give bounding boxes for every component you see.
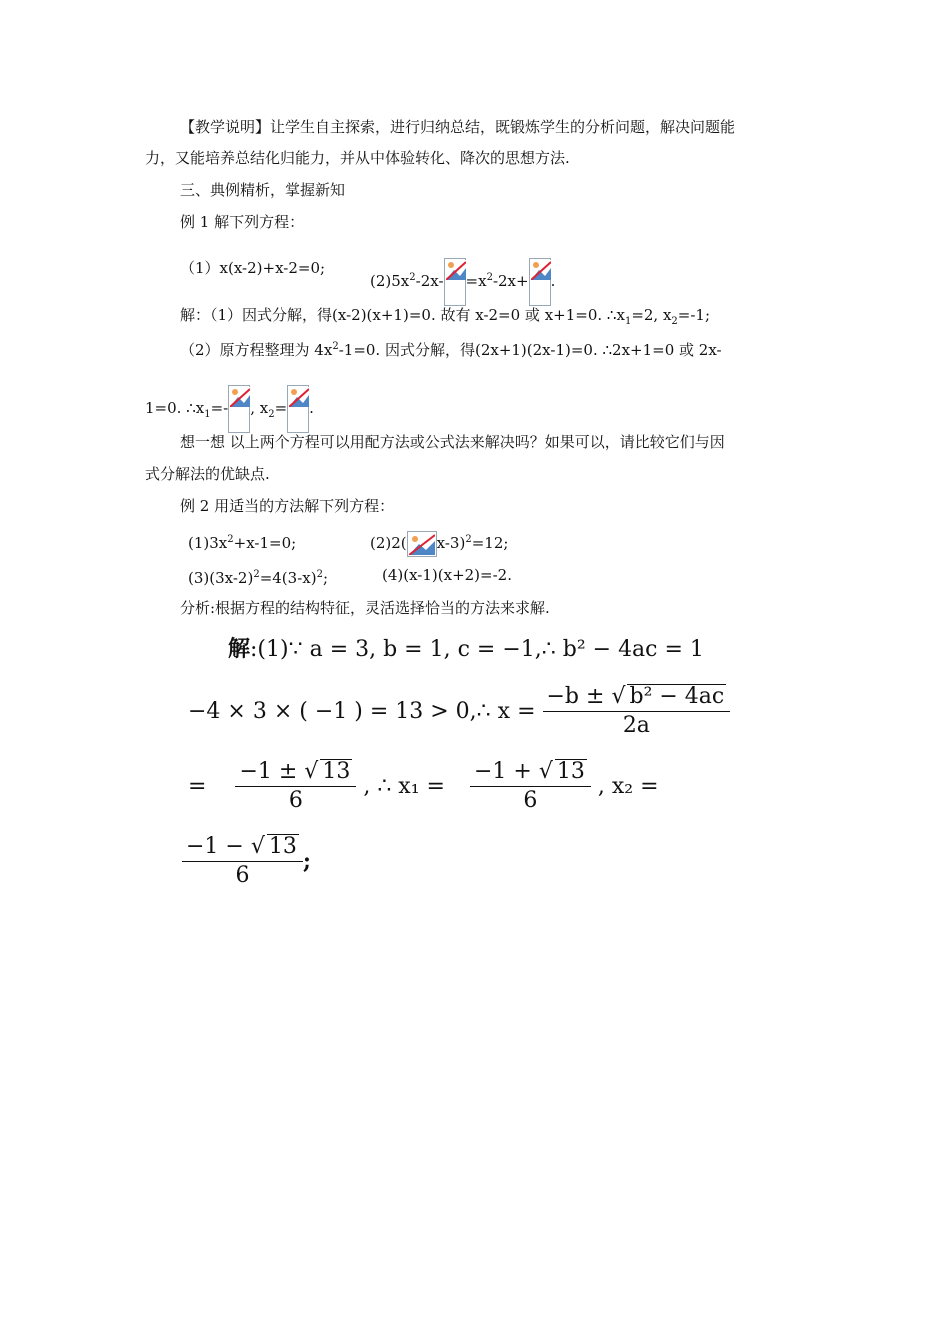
superscript: 2 <box>316 569 323 580</box>
solution-2-line-1 <box>180 337 722 360</box>
eq-text: ; <box>322 569 329 587</box>
sol-text: （2）原方程整理为 4x <box>180 341 333 359</box>
solution-2-line-2 <box>145 385 314 433</box>
example-1-question-2 <box>370 258 555 306</box>
sol-text: -1=0. 因式分解，得(2x+1)(2x-1)=0. ∴2x+1=0 或 2x- <box>338 341 722 359</box>
radicand: 13 <box>556 759 585 784</box>
fraction-numerator <box>235 758 356 787</box>
teaching-note-line-1: 【教学说明】让学生自主探索，进行归纳总结，既锻炼学生的分析问题，解决问题能 <box>180 118 736 136</box>
image-placeholder-icon <box>444 258 466 306</box>
example-2-title: 例 2 用适当的方法解下列方程： <box>180 497 395 515</box>
roots-fraction <box>235 758 356 815</box>
subscript: 2 <box>268 409 275 420</box>
subscript: 1 <box>204 409 211 420</box>
math-text: −4 × 3 × ( −1 ) = 13 > 0,∴ x = <box>188 699 536 724</box>
eq-text: +x-1=0; <box>233 534 297 552</box>
teaching-note-line-2: 力，又能培养总结化归能力，并从中体验转化、降次的思想方法. <box>145 149 570 167</box>
math-text: −1 ± <box>239 759 298 784</box>
sqrt-icon: √ <box>538 759 553 784</box>
sol-text: , x <box>250 399 269 417</box>
think-line-1: 想一想 以上两个方程可以用配方法或公式法来解决吗？如果可以，请比较它们与因 <box>180 433 725 451</box>
sqrt-icon: √ <box>611 684 626 709</box>
example-2-question-1 <box>188 530 296 553</box>
sol-text: =-1; <box>677 306 711 324</box>
image-placeholder-icon <box>228 385 250 433</box>
fraction-denominator: 6 <box>235 863 250 888</box>
example-2-question-3 <box>188 565 328 588</box>
example-1-question-1: （1）x(x-2)+x-2=0; <box>180 259 326 277</box>
radicand: 13 <box>322 759 351 784</box>
eq-text: (3)(3x-2) <box>188 569 254 587</box>
image-placeholder-icon <box>287 385 309 433</box>
superscript: 2 <box>332 341 339 352</box>
eq-text: . <box>550 272 556 290</box>
math-text: , ∴ x₁ = <box>363 774 445 799</box>
superscript: 2 <box>253 569 260 580</box>
eq-text: =4(3-x) <box>259 569 317 587</box>
eq-text: =12; <box>471 534 509 552</box>
math-text: −1 − <box>186 834 244 859</box>
fraction-numerator <box>543 683 731 712</box>
math-text: −b ± <box>546 684 605 709</box>
fraction-numerator <box>470 758 591 787</box>
subscript: 2 <box>671 316 678 327</box>
example-2-question-2 <box>370 530 508 557</box>
math-solution-line-2 <box>188 683 730 740</box>
eq-text: (1)3x <box>188 534 228 552</box>
eq-text: x-3) <box>436 534 466 552</box>
eq-text: -2x- <box>415 272 444 290</box>
quadratic-formula-fraction <box>543 683 731 740</box>
root-1-fraction <box>470 758 591 815</box>
superscript: 2 <box>409 272 416 283</box>
sol-text: 解：（1）因式分解，得(x-2)(x+1)=0. 故有 x-2=0 或 x+1=0. ∴x <box>180 306 625 324</box>
radicand: b² − 4ac <box>629 684 725 709</box>
sol-text: 1=0. ∴x <box>145 399 205 417</box>
sol-text: . <box>309 399 314 417</box>
math-text: = <box>188 774 207 799</box>
math-solution-line-3 <box>188 758 659 815</box>
math-text: −1 + <box>473 759 532 784</box>
root-2-fraction <box>182 833 303 890</box>
superscript: 2 <box>465 534 472 545</box>
subscript: 1 <box>624 316 632 327</box>
math-text: , x₂ = <box>597 774 659 799</box>
example-1-title: 例 1 解下列方程： <box>180 213 305 231</box>
eq-text: (2)2( <box>370 534 407 552</box>
analysis-line: 分析:根据方程的结构特征，灵活选择恰当的方法来求解. <box>180 599 550 617</box>
math-text: ; <box>302 848 312 875</box>
sol-text: =- <box>210 399 229 417</box>
sol-text: = <box>274 399 288 417</box>
eq-text: =x <box>465 272 487 290</box>
image-placeholder-icon <box>529 258 551 306</box>
eq-text: (2)5x <box>370 272 410 290</box>
image-placeholder-icon <box>407 531 437 557</box>
eq-text: -2x+ <box>492 272 529 290</box>
sqrt-icon: √ <box>304 759 319 784</box>
fraction-denominator: 6 <box>523 788 538 813</box>
solution-1-line <box>180 305 710 332</box>
section-heading: 三、典例精析，掌握新知 <box>180 181 346 199</box>
think-line-2: 式分解法的优缺点. <box>145 465 270 483</box>
math-solution-line-1 <box>228 632 704 663</box>
superscript: 2 <box>486 272 493 283</box>
math-solution-line-4 <box>182 833 311 890</box>
superscript: 2 <box>227 534 234 545</box>
radicand: 13 <box>268 834 297 859</box>
sol-text: =2, x <box>631 306 672 324</box>
fraction-denominator: 6 <box>288 788 303 813</box>
solution-label: 解 <box>228 637 251 662</box>
math-text: :(1)∵ a = 3, b = 1, c = −1,∴ b² − 4ac = 1 <box>250 637 704 662</box>
example-2-question-4: (4)(x-1)(x+2)=-2. <box>382 566 512 584</box>
fraction-denominator: 2a <box>622 713 650 738</box>
fraction-numerator <box>182 833 303 862</box>
sqrt-icon: √ <box>250 834 265 859</box>
